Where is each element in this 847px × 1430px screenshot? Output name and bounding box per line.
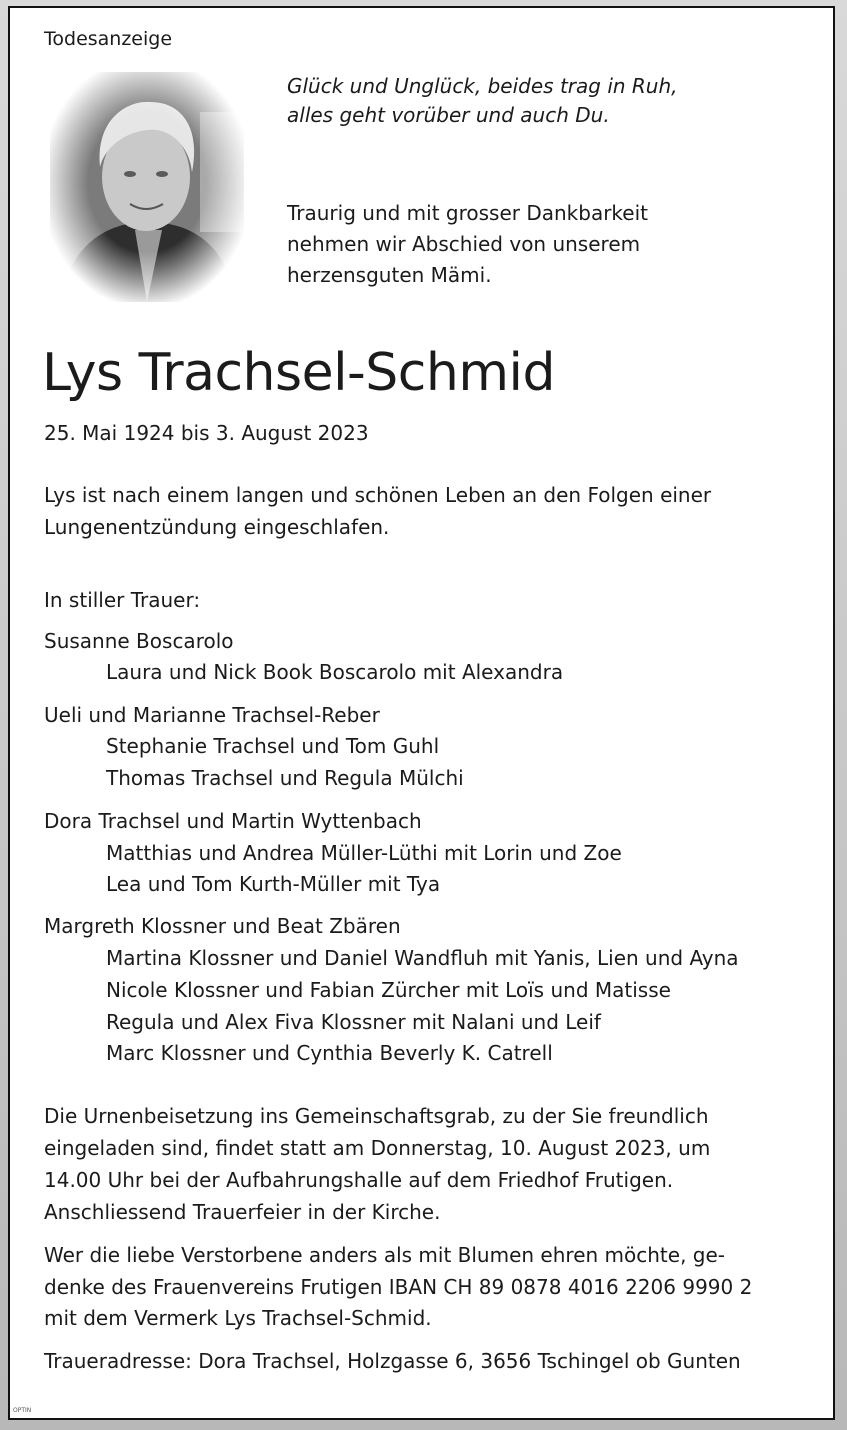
intro-line-1: Traurig und mit grosser Dankbarkeit [287, 201, 649, 225]
family-head: Ueli und Marianne Trachsel-Reber [44, 703, 380, 727]
family-member: Laura und Nick Book Boscarolo mit Alexandra [106, 660, 564, 684]
notice-type-label: Todesanzeige [44, 28, 173, 50]
quote-line-1: Glück und Unglück, beides trag in Ruh, [287, 74, 678, 98]
footnote-code: OPTIN [13, 1407, 32, 1414]
announcement-line-1: Lys ist nach einem langen und schönen Leben an den Folgen einer [44, 483, 712, 507]
intro-line-2: nehmen wir Abschied von unserem [287, 232, 641, 256]
family-member: Matthias und Andrea Müller-Lüthi mit Lorin und Zoe [106, 841, 622, 865]
family-member: Regula und Alex Fiva Klossner mit Nalani und Leif [106, 1010, 601, 1034]
ceremony-line-1: Die Urnenbeisetzung ins Gemeinschaftsgrab, zu der Sie freundlich [44, 1104, 709, 1128]
intro-line-3: herzensguten Mämi. [287, 263, 492, 287]
announcement-line-2: Lungenentzündung eingeschlafen. [44, 515, 390, 539]
deceased-name: Lys Trachsel-Schmid [42, 343, 555, 403]
family-head: Susanne Boscarolo [44, 629, 234, 653]
portrait-photo [50, 72, 244, 302]
family-head: Margreth Klossner und Beat Zbären [44, 914, 401, 938]
family-member: Nicole Klossner und Fabian Zürcher mit Loïs und Matisse [106, 978, 671, 1002]
family-member: Stephanie Trachsel und Tom Guhl [106, 734, 440, 758]
quote-line-2: alles geht vorüber und auch Du. [287, 103, 610, 127]
family-member: Marc Klossner und Cynthia Beverly K. Catrell [106, 1041, 553, 1065]
mourning-address: Traueradresse: Dora Trachsel, Holzgasse 6, 3656 Tschingel ob Gunten [44, 1349, 741, 1373]
ceremony-line-4: Anschliessend Trauerfeier in der Kirche. [44, 1200, 441, 1224]
donation-line-1: Wer die liebe Verstorbene anders als mit Blumen ehren möchte, ge- [44, 1243, 725, 1267]
ceremony-line-2: eingeladen sind, findet statt am Donnerstag, 10. August 2023, um [44, 1136, 711, 1160]
ceremony-line-3: 14.00 Uhr bei der Aufbahrungshalle auf dem Friedhof Frutigen. [44, 1168, 674, 1192]
life-dates: 25. Mai 1924 bis 3. August 2023 [44, 421, 369, 445]
donation-line-2: denke des Frauenvereins Frutigen IBAN CH 89 0878 4016 2206 9990 2 [44, 1275, 753, 1299]
mourning-heading: In stiller Trauer: [44, 588, 201, 612]
family-head: Dora Trachsel und Martin Wyttenbach [44, 809, 422, 833]
family-member: Martina Klossner und Daniel Wandfluh mit Yanis, Lien und Ayna [106, 946, 739, 970]
donation-line-3: mit dem Vermerk Lys Trachsel-Schmid. [44, 1306, 432, 1330]
family-member: Thomas Trachsel und Regula Mülchi [106, 766, 464, 790]
family-member: Lea und Tom Kurth-Müller mit Tya [106, 872, 441, 896]
portrait-illustration [50, 72, 244, 302]
